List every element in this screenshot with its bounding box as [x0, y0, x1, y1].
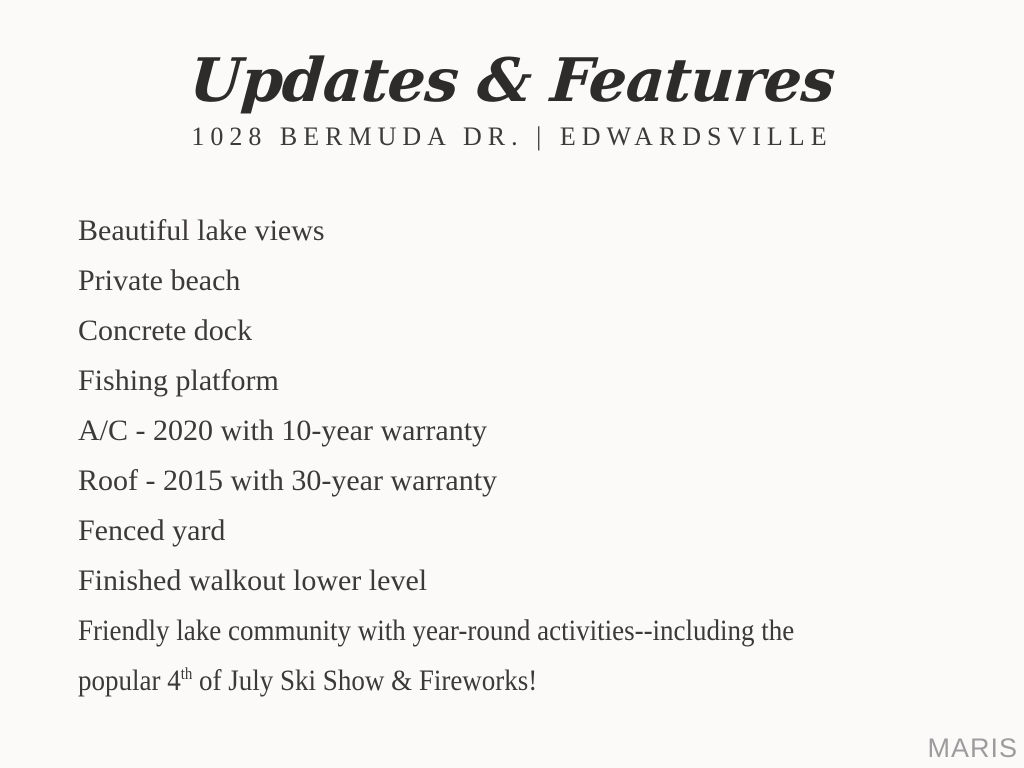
feature-item: Finished walkout lower level — [78, 564, 428, 597]
feature-item: Roof - 2015 with 30-year warranty — [78, 464, 498, 497]
feature-item: A/C - 2020 with 10-year warranty — [78, 414, 488, 447]
feature-item: Fishing platform — [78, 364, 279, 397]
ordinal-suffix: th — [180, 664, 193, 683]
watermark-label: MARIS — [927, 733, 1018, 763]
flyer-header — [0, 0, 1024, 152]
feature-long-line1: Friendly lake community with year-round activities--including the — [78, 614, 795, 647]
feature-item: Private beach — [78, 264, 241, 297]
feature-long-line2-pre: popular 4 — [78, 664, 181, 697]
feature-item: Beautiful lake views — [78, 214, 325, 247]
flyer-subtitle: 1028 BERMUDA DR. | EDWARDSVILLE — [191, 122, 833, 151]
flyer-title: Updates & Features — [187, 46, 837, 116]
feature-long-line2-post: of July Ski Show & Fireworks! — [192, 664, 538, 697]
feature-item: Concrete dock — [78, 314, 253, 347]
feature-list — [78, 206, 978, 706]
feature-long-line2 — [78, 656, 888, 706]
feature-item-long — [78, 606, 978, 706]
feature-item: Fenced yard — [78, 514, 226, 547]
